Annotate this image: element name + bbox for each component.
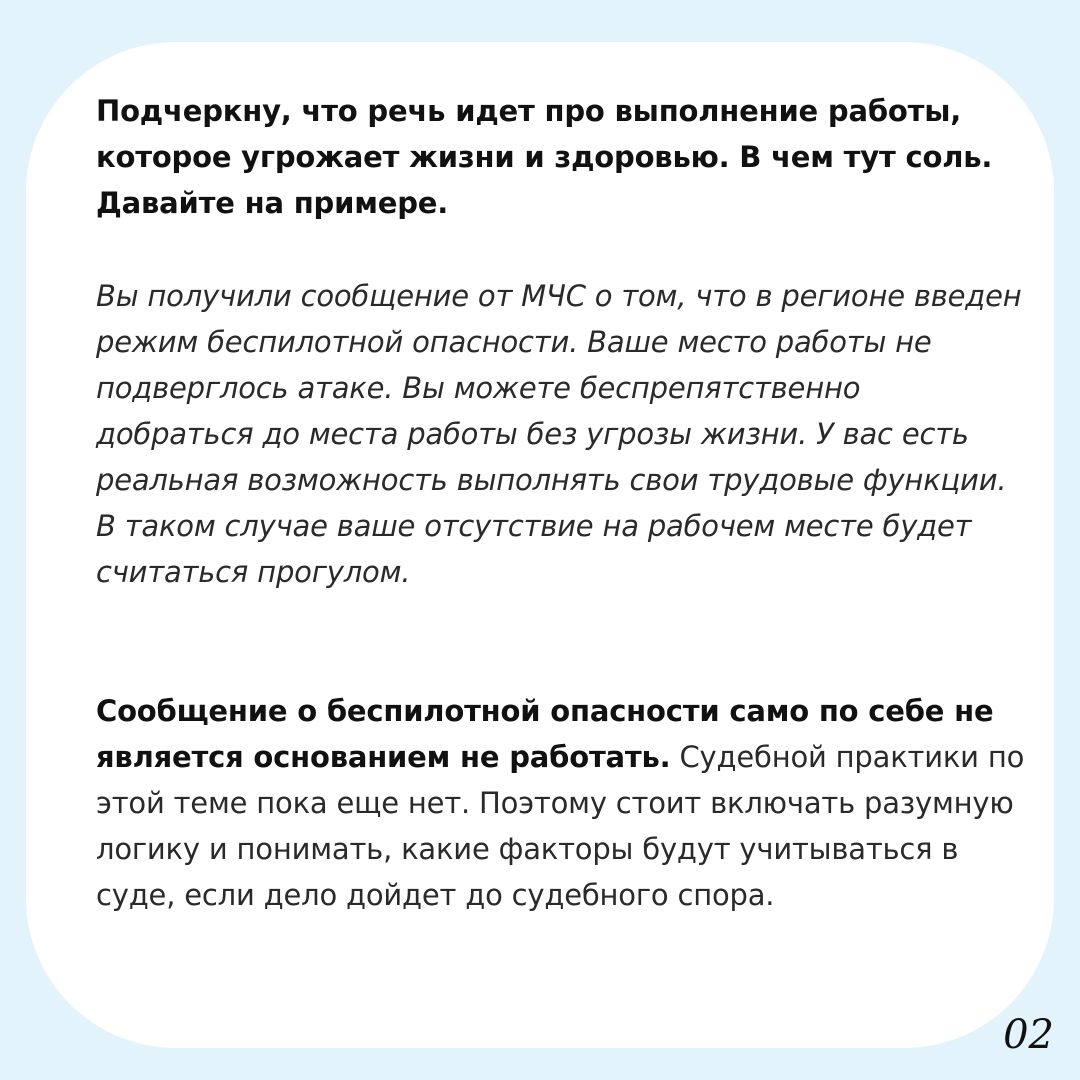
example-paragraph: Вы получили сообщение от МЧС о том, что в регионе введен режим беспилотной опасности. Ваше место работы не подверглось атаке. Вы можете беспрепятственно добраться до места работы без угрозы жизни. У вас есть реальная возможность выполнять свои трудовые функции. В таком случае ваше отсутствие на рабочем месте будет считаться прогулом. (96, 279, 1022, 589)
conclusion-paragraph (96, 688, 1026, 918)
conclusion-regular-text: Судебной практики по этой теме пока еще нет. Поэтому стоит включать разумную логику и понимать, какие факторы будут учитываться в суде, если дело дойдет до судебного спора. (96, 740, 1025, 912)
conclusion-bold-text: Сообщение о беспилотной опасности само по себе не является основанием не работать. (96, 694, 994, 774)
intro-paragraph: Подчеркну, что речь идет про выполнение работы, которое угрожает жизни и здоровью. В чем тут соль. Давайте на примере. (96, 94, 993, 220)
page-number: 02 (1003, 1012, 1054, 1058)
